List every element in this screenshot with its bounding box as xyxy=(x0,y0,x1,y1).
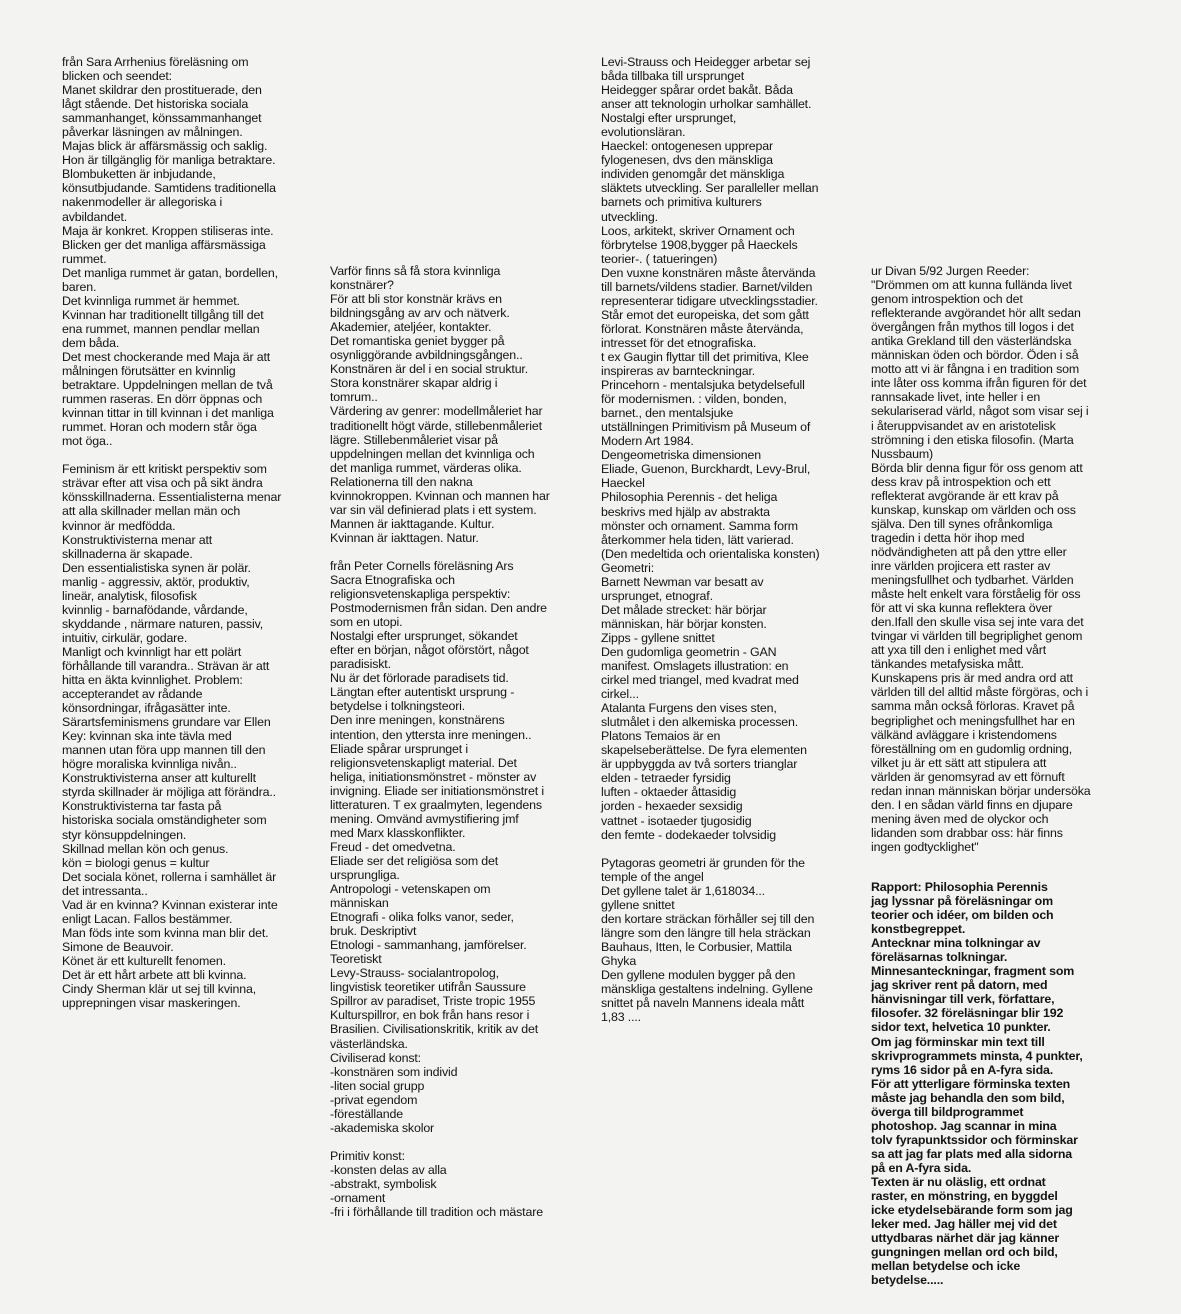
text-line: Spillror av paradiset, Triste tropic 1955 xyxy=(330,994,536,1009)
text-line: lingvistisk teoretiker utifrån Saussure xyxy=(330,980,526,995)
text-line: Bauhaus, Itten, le Corbusier, Mattila xyxy=(601,939,792,954)
text-line: meningsfullhet och tydbarhet. Världen xyxy=(871,573,1074,588)
text-line: ur Divan 5/92 Jurgen Reeder: xyxy=(871,264,1030,278)
text-line: Rapport: Philosophia Perennis xyxy=(871,880,1048,894)
paragraph-gap xyxy=(62,448,324,462)
text-line: dess krav på introspektion och ett xyxy=(871,474,1051,489)
text-line: redan innan människan börjar undersöka xyxy=(871,783,1091,798)
text-line: Den inre meningen, konstnärens xyxy=(330,713,505,728)
text-line: teorier och idéer, om bilden och xyxy=(871,908,1054,923)
text-line: blicken och seendet: xyxy=(62,69,172,84)
text-line: anser att teknologin urholkar samhället. xyxy=(601,97,812,112)
text-line: människan öden och bördor. Öden i så xyxy=(871,348,1079,363)
text-line: Atalanta Furgens den vises sten, xyxy=(601,701,777,716)
text-line: med Marx klasskonflikter. xyxy=(330,825,466,840)
text-line: lidanden som drabbar oss: här finns xyxy=(871,825,1063,840)
column-geometry-notes xyxy=(601,55,863,1024)
text-line: kunskap, kunskap om världen och oss xyxy=(871,502,1076,517)
text-line: Loos, arkitekt, skriver Ornament och xyxy=(601,223,795,238)
text-line: återkommer hela tiden, lätt varierad. xyxy=(601,532,794,547)
text-line: kvinnan tittar in till kvinnan i det manliga xyxy=(62,406,274,421)
text-line: rummet. xyxy=(62,251,107,266)
text-line: paradisiskt. xyxy=(330,657,391,672)
text-line: Antecknar mina tolkningar av xyxy=(871,936,1041,951)
text-line: -konsten delas av alla xyxy=(330,1162,447,1177)
text-line: för modernismen. : vilden, bonden, xyxy=(601,392,787,407)
text-line: individen genomgår det mänskliga xyxy=(601,167,785,182)
text-line: välkänd avläggare i kristendomens xyxy=(871,727,1057,742)
text-line: Blombuketten är inbjudande, xyxy=(62,167,216,182)
text-line: elden - tetraeder fyrsidig xyxy=(601,771,731,786)
text-line: upprepningen visar maskeringen. xyxy=(62,996,241,1011)
text-line: Kvinnan är iakttagen. Natur. xyxy=(330,530,479,545)
text-line: historiska sociala omständigheter som xyxy=(62,813,267,828)
text-line: Det mest chockerande med Maja är att xyxy=(62,349,271,364)
text-line: vilket ju är ett sätt att stipulera att xyxy=(871,755,1047,770)
text-line: intention, den yttersta inre meningen.. xyxy=(330,727,532,742)
text-line: betraktare. Uppdelningen mellan de två xyxy=(62,378,273,393)
text-line: representerar tidigare utvecklingsstadier. xyxy=(601,293,818,308)
text-line: från Peter Cornells föreläsning Ars xyxy=(330,558,514,573)
text-line: sa att jag far plats med alla sidorna xyxy=(871,1146,1073,1161)
text-line: Står emot det europeiska, det som gått xyxy=(601,307,809,322)
text-line: Haeckel xyxy=(601,476,645,491)
text-line: litteraturen. T ex graalmyten, legendens xyxy=(330,797,542,812)
text-line: släktets utveckling. Ser paralleller mellan xyxy=(601,181,819,196)
text-line: styrda skillnader är möjliga att förändra.. xyxy=(62,785,276,800)
text-line: Pytagoras geometri är grunden för the xyxy=(601,855,805,870)
text-line: sekulariserad värld, något som visar sej i xyxy=(871,404,1089,419)
text-line: Sacra Etnografiska och xyxy=(330,572,455,587)
text-line: Mannen är iakttagande. Kultur. xyxy=(330,516,495,531)
text-line: Man föds inte som kvinna man blir det. xyxy=(62,925,269,940)
text-line: inre världen projicera ett raster av xyxy=(871,558,1051,573)
text-line: världen till del alltid måste förgöras, och i xyxy=(871,685,1089,700)
text-line: människan xyxy=(330,896,389,911)
text-line: -konstnären som individ xyxy=(330,1064,458,1079)
text-line: dem båda. xyxy=(62,335,120,350)
text-line: Nostalgi efter ursprunget, xyxy=(601,111,737,126)
text-line: utveckling. xyxy=(601,209,658,224)
text-line: Konstruktivisterna anser att kulturellt xyxy=(62,771,256,786)
text-line: tomrum.. xyxy=(330,390,378,405)
text-line: Zipps - gyllene snittet xyxy=(601,630,715,645)
text-line: betydelse i tolkningsteori. xyxy=(330,699,466,714)
text-line: cirkel... xyxy=(601,687,639,702)
text-line: lineär, analytisk, filosofisk xyxy=(62,588,197,603)
text-line: från Sara Arrhenius föreläsning om xyxy=(62,55,249,69)
text-line: sidor text, helvetica 10 punkter. xyxy=(871,1020,1051,1035)
text-line: enligt Lacan. Fallos bestämmer. xyxy=(62,911,233,926)
text-line: är uppbyggda av två sorters trianglar xyxy=(601,757,798,772)
text-line: Haeckel: ontogenesen upprepar xyxy=(601,139,773,154)
text-line: hänvisningar till verk, författare, xyxy=(871,992,1055,1007)
text-line: uppdelningen mellan det kvinnliga och xyxy=(330,446,535,461)
text-line: Konstnären är del i en social struktur. xyxy=(330,362,529,377)
text-line: Den vuxne konstnären måste återvända xyxy=(601,265,816,280)
text-line: temple of the angel xyxy=(601,869,704,884)
text-line: nödvändigheten att på den yttre eller xyxy=(871,544,1067,559)
text-line: västerländska. xyxy=(330,1036,408,1051)
text-line: ingen godtycklighet" xyxy=(871,839,979,854)
text-line: traditionellt högt värde, stillebenmåleriet xyxy=(330,418,542,433)
text-line: mening. Omvänd avmystifiering jmf xyxy=(330,811,519,826)
text-line: Kvinnan har traditionellt tillgång till det xyxy=(62,307,264,322)
text-line: ursprungliga. xyxy=(330,867,400,882)
text-line: För att ytterligare förminska texten xyxy=(871,1076,1071,1091)
text-line: Cindy Sherman klär ut sej till kvinna, xyxy=(62,982,257,997)
text-line: för att vi ska kunna reflektera över xyxy=(871,601,1053,616)
text-line: ursprunget, etnograf. xyxy=(601,588,713,603)
text-line: manlig - aggressiv, aktör, produktiv, xyxy=(62,574,250,589)
text-line: Vad är en kvinna? Kvinnan existerar inte xyxy=(62,897,278,912)
text-line: 1,83 .... xyxy=(601,1010,641,1025)
text-line: lägre. Stillebenmåleriet visar på xyxy=(330,432,498,447)
text-line: reflekterat avgörande är ett krav på xyxy=(871,488,1059,503)
text-line: invigning. Eliade ser initiationsmönstret i xyxy=(330,783,544,798)
text-line: Det gyllene talet är 1,618034... xyxy=(601,883,765,898)
text-line: den kortare sträckan förhåller sej till den xyxy=(601,911,815,926)
text-line: baren. xyxy=(62,279,97,294)
column-rapport-philosophia-perennis xyxy=(871,880,1161,1287)
text-line: förlorat. Konstnären måste återvända, xyxy=(601,321,804,336)
text-line: Primitiv konst: xyxy=(330,1148,405,1163)
text-line: kvinnokroppen. Kvinnan och mannen har xyxy=(330,488,550,503)
text-line: Akademier, ateljéer, kontakter. xyxy=(330,320,492,335)
text-line: tragedin i detta hör ihop med xyxy=(871,530,1025,545)
text-line: För att bli stor konstnär krävs en xyxy=(330,292,502,307)
text-line: intresset för det etnografiska. xyxy=(601,335,757,350)
text-line: Manet skildrar den prostituerade, den xyxy=(62,83,262,98)
text-line: gungningen mellan ord och bild, xyxy=(871,1245,1058,1260)
text-line: uttydbaras närhet där jag känner xyxy=(871,1231,1059,1246)
paragraph-gap xyxy=(330,1135,592,1149)
text-line: Kulturspillror, en bok från hans resor i xyxy=(330,1008,530,1023)
text-line: Ghyka xyxy=(601,953,637,968)
text-line: skillnaderna är skapade. xyxy=(62,546,193,561)
text-line: den femte - dodekaeder tolvsidig xyxy=(601,827,776,842)
text-line: Eliade ser det religiösa som det xyxy=(330,853,499,868)
text-line: mot öga.. xyxy=(62,434,113,449)
text-line: Barnett Newman var besatt av xyxy=(601,574,764,589)
text-line: Freud - det omedvetna. xyxy=(330,839,456,854)
text-line: jag lyssnar på föreläsningar om xyxy=(871,894,1053,909)
text-line: Varför finns så få stora kvinnliga xyxy=(330,264,501,278)
text-line: motto att vi är fångna i en tradition som xyxy=(871,362,1080,377)
text-line: Manligt och kvinnligt har ett polärt xyxy=(62,644,242,659)
text-line: Konstruktivisterna menar att xyxy=(62,532,213,547)
text-line: Philosophia Perennis - det heliga xyxy=(601,490,778,505)
text-line: teorier-. ( tatueringen) xyxy=(601,251,718,266)
text-line: vattnet - isotaeder tjugosidig xyxy=(601,813,752,828)
text-line: mönster och ornament. Samma form xyxy=(601,518,798,533)
text-line: Feminism är ett kritiskt perspektiv som xyxy=(62,462,267,477)
text-line: det manliga rummet, värderas olika. xyxy=(330,460,522,475)
text-line: barnets och primitiva kulturers xyxy=(601,195,762,210)
text-line: -föreställande xyxy=(330,1106,403,1121)
text-line: Princehorn - mentalsjuka betydelsefull xyxy=(601,378,805,393)
text-line: jag skriver rent på datorn, med xyxy=(871,978,1048,993)
text-line: Det kvinnliga rummet är hemmet. xyxy=(62,293,240,308)
text-line: begriplighet och meningsfullhet har en xyxy=(871,713,1075,728)
text-line: skapelseberättelse. De fyra elementen xyxy=(601,743,807,758)
text-line: mening även med de olyckor och xyxy=(871,811,1049,826)
text-line: snittet på naveln Mannens ideala mått xyxy=(601,996,805,1011)
text-line: Teoretiskt xyxy=(330,952,382,967)
text-line: religionsvetenskapligt material. Det xyxy=(330,755,517,770)
text-line: fylogenesen, dvs den mänskliga xyxy=(601,153,773,168)
text-line: kvinnor är medfödda. xyxy=(62,518,176,533)
text-line: Relationerna till den nakna xyxy=(330,474,473,489)
text-line: filosofer. 32 föreläsningar blir 192 xyxy=(871,1006,1064,1021)
text-line: efter en början, något oförstört, något xyxy=(330,643,529,658)
text-line: föreläsarnas tolkningar. xyxy=(871,950,1008,965)
text-line: Minnesanteckningar, fragment som xyxy=(871,964,1075,979)
text-line: överga till bildprogrammet xyxy=(871,1104,1024,1119)
text-line: -abstrakt, symbolisk xyxy=(330,1176,437,1191)
text-line: tolv fyrapunktssidor och förminskar xyxy=(871,1132,1078,1147)
text-line: Det romantiska geniet bygger på xyxy=(330,334,505,349)
text-line: (Den medeltida och orientaliska konsten) xyxy=(601,546,820,561)
text-line: det intressanta.. xyxy=(62,883,148,898)
text-line: själva. Den till synes ofrånkomliga xyxy=(871,516,1053,531)
text-line: -ornament xyxy=(330,1191,386,1205)
text-line: den.Ifall den skulle visa sej inte vara det xyxy=(871,615,1084,630)
text-line: accepterandet av rådande xyxy=(62,687,203,702)
text-line: antika Grekland till den västerländska xyxy=(871,334,1072,349)
text-line: styr könsuppdelningen. xyxy=(62,827,187,842)
text-line: Eliade, Guenon, Burckhardt, Levy-Brul, xyxy=(601,462,811,477)
text-line: inte låter oss komma ifrån figuren för det xyxy=(871,376,1087,391)
text-line: Värdering av genrer: modellmåleriet har xyxy=(330,404,543,419)
text-line: Det målade strecket: här börjar xyxy=(601,602,767,617)
text-line: påverkar läsningen av målningen. xyxy=(62,125,243,140)
text-line: ena rummet, mannen pendlar mellan xyxy=(62,321,260,336)
text-line: reflekterande avgörandet hör allt sedan xyxy=(871,306,1081,321)
text-line: rummen raseras. En dörr öppnas och xyxy=(62,392,263,407)
text-line: rannsakade livet, inte heller i en xyxy=(871,390,1041,405)
text-line: var sin väl definierad plats i ett system. xyxy=(330,502,537,517)
text-line: Etnologi - sammanhang, jamförelser. xyxy=(330,938,527,953)
text-line: genom introspektion och det xyxy=(871,292,1023,307)
text-line: målningen förutsätter en kvinnlig xyxy=(62,364,236,379)
text-line: Det är ett hårt arbete att bli kvinna. xyxy=(62,968,247,982)
text-line: måste jag behandla den som bild, xyxy=(871,1090,1065,1105)
text-line: Platons Temaios är en xyxy=(601,729,721,744)
text-line: förbrytelse 1908,bygger på Haeckels xyxy=(601,237,798,252)
text-line: Det sociala könet, rollerna i samhället är xyxy=(62,869,277,884)
text-line: bildningsgång av arv och nätverk. xyxy=(330,306,510,321)
text-line: Det manliga rummet är gatan, bordellen, xyxy=(62,265,278,280)
text-line: könsskillnaderna. Essentialisterna menar xyxy=(62,490,282,505)
text-line: Blicken ger det manliga affärsmässiga xyxy=(62,237,266,252)
text-line: föreställning om en gudomlig ordning, xyxy=(871,741,1073,756)
text-line: Särartsfeminismens grundare var Ellen xyxy=(62,715,271,730)
text-line: t ex Gaugin flyttar till det primitiva, Klee xyxy=(601,349,809,364)
text-line: längre som den längre till hela sträckan xyxy=(601,925,811,940)
text-line: kvinnlig - barnafödande, vårdande, xyxy=(62,602,248,617)
text-line: kön = biologi genus = kultur xyxy=(62,855,210,870)
text-line: Nu är det förlorade paradisets tid. xyxy=(330,671,509,686)
text-line: raster, en mönstring, en byggdel xyxy=(871,1189,1058,1204)
text-line: Skillnad mellan kön och genus. xyxy=(62,841,229,856)
text-line: Stora konstnärer skapar aldrig i xyxy=(330,376,498,391)
column-sara-arrhenius-notes xyxy=(62,55,324,1010)
text-line: photoshop. Jag scannar in mina xyxy=(871,1118,1057,1133)
text-line: icke etydelsebärande form som jag xyxy=(871,1203,1073,1218)
text-line: Könet är ett kulturellt fenomen. xyxy=(62,953,226,968)
text-line: Den gyllene modulen bygger på den xyxy=(601,968,796,982)
text-line: -fri i förhållande till tradition och mästare xyxy=(330,1205,543,1220)
text-line: könsutbjudande. Samtidens traditionella xyxy=(62,181,276,196)
text-line: att alla skillnader mellan män och xyxy=(62,504,241,519)
text-line: Nostalgi efter ursprunget, sökandet xyxy=(330,629,518,644)
text-line: evolutionsläran. xyxy=(601,125,686,140)
text-line: betydelse..... xyxy=(871,1273,944,1288)
text-line: heliga, initiationsmönstret - mönster av xyxy=(330,769,537,784)
text-line: avbildandet. xyxy=(62,209,128,224)
text-line: tänkandes metafysiska mått. xyxy=(871,657,1024,672)
text-line: Levy-Strauss- socialantropolog, xyxy=(330,966,499,981)
text-line: sammanhanget, könssammanhanget xyxy=(62,111,262,126)
text-line: tvingar vi världen till begriplighet genom xyxy=(871,629,1083,644)
text-line: övergången från mythos till logos i det xyxy=(871,320,1074,335)
text-line: mänskliga gestaltens indelning. Gyllene xyxy=(601,982,813,997)
text-line: strömning i den etiska filosofin. (Marta xyxy=(871,432,1074,447)
text-line: lågt stående. Det historiska sociala xyxy=(62,97,249,112)
text-line: -akademiska skolor xyxy=(330,1120,435,1135)
text-line: cirkel med triangel, med kvadrat med xyxy=(601,673,799,688)
text-line: till barnets/vildens stadier. Barnet/vilden xyxy=(601,279,813,294)
column-peter-cornell-notes xyxy=(330,264,592,1219)
text-line: på en A-fyra sida. xyxy=(871,1160,972,1175)
text-line: Den essentialistiska synen är polär. xyxy=(62,560,251,575)
text-line: slutmålet i den alkemiska processen. xyxy=(601,715,799,730)
column-divan-quote xyxy=(871,264,1161,854)
text-line: Majas blick är affärsmässig och saklig. xyxy=(62,139,268,154)
text-line: bruk. Deskriptivt xyxy=(330,924,417,939)
text-line: att yxa till den i enlighet med vårt xyxy=(871,643,1047,658)
text-line: som en utopi. xyxy=(330,615,403,630)
text-line: Civiliserad konst: xyxy=(330,1050,421,1065)
text-line: högre moraliska kvinnliga nivån.. xyxy=(62,757,237,772)
text-line: den. I en sådan värld finns en djupare xyxy=(871,797,1073,812)
text-line: gyllene snittet xyxy=(601,897,675,912)
text-line: Simone de Beauvoir. xyxy=(62,939,174,954)
text-line: Hon är tillgänglig för manliga betraktare. xyxy=(62,153,276,168)
text-line: inspireras av barnteckningar. xyxy=(601,364,756,379)
text-line: Levi-Strauss och Heidegger arbetar sej xyxy=(601,55,811,69)
text-line: barnet., den mentalsjuke xyxy=(601,406,734,421)
text-line: samma mån också förloras. Kravet på xyxy=(871,699,1075,714)
text-line: Etnografi - olika folks vanor, seder, xyxy=(330,910,514,925)
text-line: måste helt enkelt vara förståelig för oss xyxy=(871,587,1081,602)
text-line: Antropologi - vetenskapen om xyxy=(330,882,491,897)
text-line: osynliggörande avbildningsgången.. xyxy=(330,348,523,363)
text-line: Heidegger spårar ordet bakåt. Båda xyxy=(601,83,793,98)
text-line: världen är genomsyrad av ett förnuft xyxy=(871,769,1065,784)
text-line: "Drömmen om att kunna fullända livet xyxy=(871,278,1072,293)
text-line: leker med. Jag häller mej vid det xyxy=(871,1217,1057,1232)
text-line: Om jag förminskar min text till xyxy=(871,1034,1045,1049)
text-line: Eliade spårar ursprunget i xyxy=(330,741,468,756)
text-line: förhållande till varandra.. Strävan är att xyxy=(62,658,270,673)
text-line: -privat egendom xyxy=(330,1092,418,1107)
text-line: nakenmodeller är allegoriska i xyxy=(62,195,223,210)
text-line: Modern Art 1984. xyxy=(601,434,694,449)
text-line: mannen utan föra upp mannen till den xyxy=(62,743,266,758)
text-line: Längtan efter autentiskt ursprung - xyxy=(330,685,515,700)
text-line: Kunskapens pris är med andra ord att xyxy=(871,671,1073,686)
text-line: -liten social grupp xyxy=(330,1078,425,1093)
text-line: Maja är konkret. Kroppen stiliseras inte. xyxy=(62,223,274,238)
text-line: Konstruktivisterna tar fasta på xyxy=(62,799,222,814)
text-line: manifest. Omslagets illustration: en xyxy=(601,659,789,674)
text-line: Den gudomliga geometrin - GAN xyxy=(601,644,777,659)
text-line: människan, här börjar konsten. xyxy=(601,616,767,631)
text-line: jorden - hexaeder sexsidig xyxy=(601,799,743,814)
text-line: Brasilien. Civilisationskritik, kritik av det xyxy=(330,1022,539,1037)
text-line: båda tillbaka till ursprunget xyxy=(601,69,745,84)
text-line: Postmodernismen från sidan. Den andre xyxy=(330,601,547,616)
text-line: skrivprogrammets minsta, 4 punkter, xyxy=(871,1048,1083,1063)
text-line: intuitiv, cirkulär, godare. xyxy=(62,630,188,645)
text-line: strävar efter att visa och på sikt ändra xyxy=(62,476,263,491)
text-line: Texten är nu oläslig, ett ordnat xyxy=(871,1174,1046,1189)
paragraph-gap xyxy=(601,842,863,856)
text-line: konstbegreppet. xyxy=(871,922,966,937)
text-line: utställningen Primitivism på Museum of xyxy=(601,420,811,435)
text-line: konstnärer? xyxy=(330,278,394,293)
text-line: Key: kvinnan ska inte tävla med xyxy=(62,729,232,744)
text-line: mellan betydelse och icke xyxy=(871,1259,1021,1274)
text-line: rummet. Horan och modern står öga xyxy=(62,420,257,435)
text-line: luften - oktaeder åttasidig xyxy=(601,785,737,800)
text-line: religionsvetenskapliga perspektiv: xyxy=(330,587,511,602)
text-line: skyddande , närmare naturen, passiv, xyxy=(62,616,263,631)
text-line: i återuppvisandet av en aristotelisk xyxy=(871,418,1056,433)
text-line: Geometri: xyxy=(601,560,655,575)
paragraph-gap xyxy=(330,545,592,559)
text-line: könsordningar, ifrågasätter inte. xyxy=(62,701,231,716)
text-line: ryms 16 sidor på en A-fyra sida. xyxy=(871,1062,1054,1077)
text-line: Börda blir denna figur för oss genom att xyxy=(871,460,1083,475)
text-line: beskrivs med hjälp av abstrakta xyxy=(601,504,770,519)
text-line: hitta en äkta kvinnlighet. Problem: xyxy=(62,673,243,688)
text-line: Nussbaum) xyxy=(871,446,934,461)
text-line: Dengeometriska dimensionen xyxy=(601,448,762,463)
